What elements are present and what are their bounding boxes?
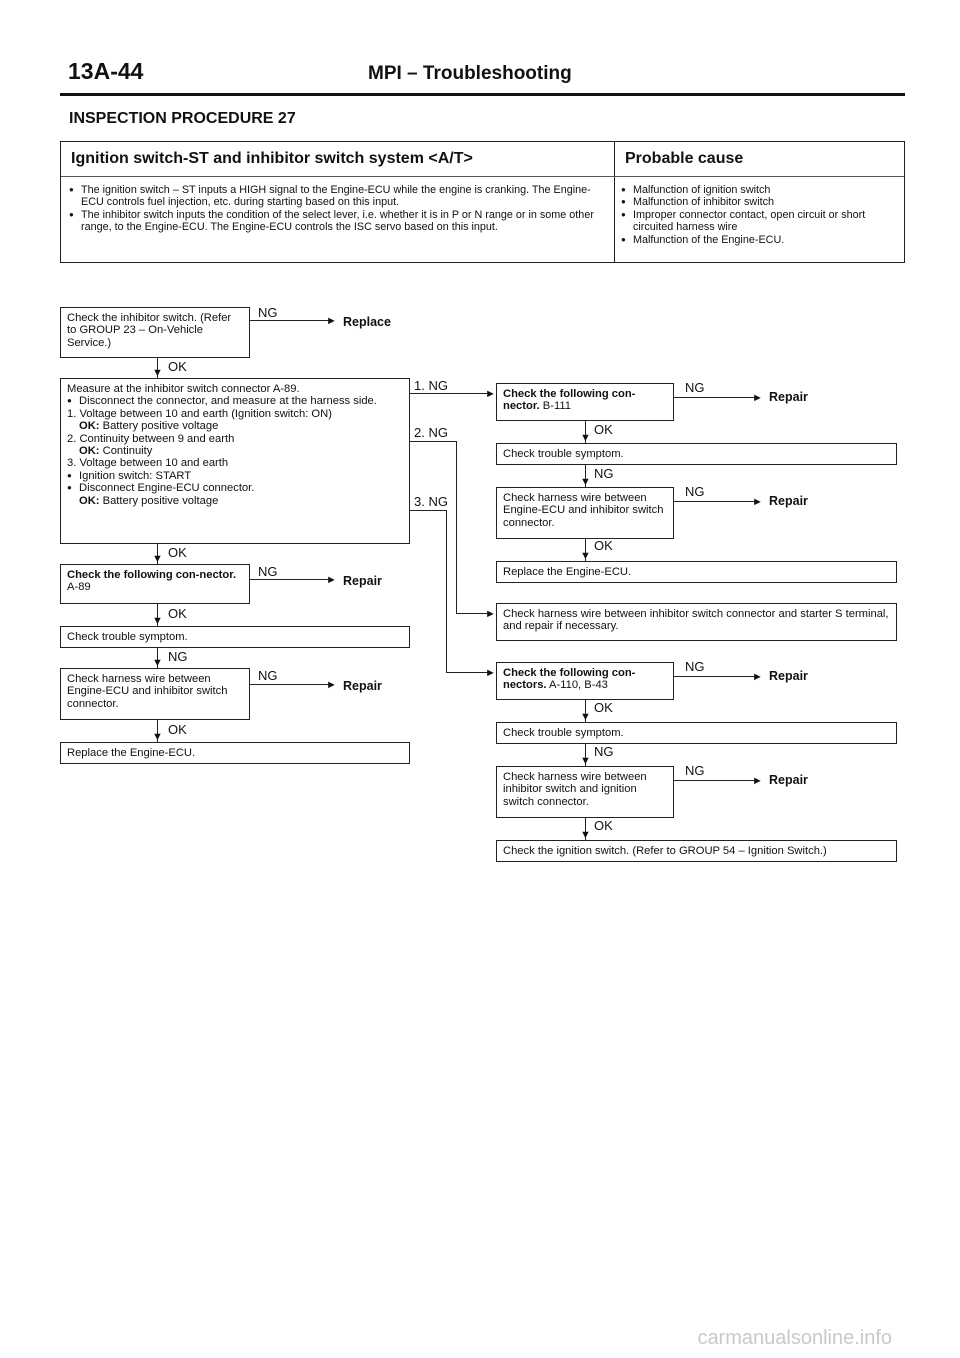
arrow-right-icon: ►	[752, 671, 763, 683]
ok-label: OK	[594, 538, 613, 553]
ok-label: OK	[594, 818, 613, 833]
branch-underline	[410, 441, 456, 442]
arrow-down-icon: ▼	[152, 553, 163, 565]
step-text: 2. Continuity between 9 and earth	[67, 432, 235, 445]
connector-line	[446, 510, 447, 673]
arrow-right-icon: ►	[485, 388, 496, 400]
arrow-down-icon: ▼	[580, 432, 591, 444]
flow-box-replace-engine-ecu	[60, 742, 410, 764]
flow-box-check-harness-ecu-inhibitor	[60, 668, 250, 720]
flow-box-text: Replace the Engine-ECU.	[503, 566, 632, 578]
ng-label: NG	[168, 649, 188, 664]
branch-underline	[410, 510, 446, 511]
connector-ref: A-110, B-43	[549, 679, 608, 692]
list-item: ● Disconnect the connector, and measure at the harness side.	[67, 395, 403, 407]
procedure-title: INSPECTION PROCEDURE 27	[69, 110, 296, 127]
flow-box-check-connectors-a110-b43	[496, 662, 674, 700]
list-item: ● Malfunction of ignition switch	[621, 184, 899, 196]
connector-line	[456, 441, 457, 614]
ok-label: OK	[168, 545, 187, 560]
arrow-right-icon: ►	[752, 775, 763, 787]
ng-label: NG	[685, 659, 705, 674]
connector-line	[250, 320, 330, 321]
arrow-right-icon: ►	[485, 608, 496, 620]
branch-label-3: 3. NG	[414, 494, 448, 509]
action-replace: Replace	[343, 315, 391, 329]
branch-label-2: 2. NG	[414, 425, 448, 440]
action-repair: Repair	[343, 574, 382, 588]
header-table	[60, 141, 905, 263]
flow-box-replace-engine-ecu	[496, 561, 897, 583]
arrow-down-icon: ▼	[152, 731, 163, 743]
branch-underline	[410, 393, 488, 394]
step-text: 3. Voltage between 10 and earth	[67, 457, 229, 470]
step-criteria: OK: Battery positive voltage	[79, 494, 219, 507]
arrow-down-icon: ▼	[152, 657, 163, 669]
page-title: MPI – Troubleshooting	[368, 63, 572, 84]
flow-box-text: Check the following con-nector.	[503, 388, 636, 413]
arrow-right-icon: ►	[752, 392, 763, 404]
ok-label: OK	[168, 606, 187, 621]
flow-box-text: Check harness wire between inhibitor switch and ignition switch connector.	[503, 771, 647, 808]
action-repair: Repair	[769, 390, 808, 404]
arrow-right-icon: ►	[326, 679, 337, 691]
connector-line	[674, 780, 756, 781]
action-repair: Repair	[769, 669, 808, 683]
step-bullet-list	[67, 470, 403, 495]
arrow-down-icon: ▼	[580, 829, 591, 841]
action-repair: Repair	[343, 679, 382, 693]
arrow-down-icon: ▼	[580, 711, 591, 723]
step-bullet-list	[67, 395, 403, 407]
ng-label: NG	[685, 763, 705, 778]
step-text: 1. Voltage between 10 and earth (Ignition switch: ON)	[67, 407, 332, 420]
list-item: ● The ignition switch – ST inputs a HIGH signal to the Engine-ECU while the engine is cranking. The Engine-ECU controls fuel injection, etc. during starting based on this input.	[69, 184, 609, 209]
arrow-right-icon: ►	[326, 315, 337, 327]
flow-box-text: Check harness wire between inhibitor switch connector and starter S terminal, and repair if necessary.	[503, 608, 889, 633]
flow-box-check-trouble-symptom	[496, 722, 897, 744]
step-criteria: OK: Continuity	[79, 445, 153, 458]
ng-label: NG	[258, 668, 278, 683]
connector-line	[674, 397, 756, 398]
connector-ref: A-89	[67, 581, 91, 594]
flow-box-text: Check trouble symptom.	[67, 631, 188, 643]
list-item: ● Improper connector contact, open circuit or short circuited harness wire	[621, 209, 899, 234]
ok-label: OK	[168, 722, 187, 737]
flow-box-text: Check trouble symptom.	[503, 448, 624, 460]
arrow-down-icon: ▼	[152, 615, 163, 627]
flow-box-text: Check trouble symptom.	[503, 727, 624, 739]
list-item: ● Ignition switch: START	[67, 470, 403, 482]
ok-label: OK	[594, 422, 613, 437]
flow-box-text: Check the ignition switch. (Refer to GROUP 54 – Ignition Switch.)	[503, 845, 827, 857]
arrow-down-icon: ▼	[580, 755, 591, 767]
arrow-right-icon: ►	[752, 496, 763, 508]
probable-cause-title: Probable cause	[625, 150, 744, 167]
ng-label: NG	[594, 466, 614, 481]
flow-box-text: Check the inhibitor switch. (Refer to GROUP 23 – On-Vehicle Service.)	[67, 312, 232, 349]
ng-label: NG	[685, 380, 705, 395]
connector-ref: B-111	[542, 400, 571, 413]
step-criteria: OK: Battery positive voltage	[79, 420, 219, 433]
flow-box-text: Replace the Engine-ECU.	[67, 747, 196, 759]
system-description	[69, 184, 609, 234]
list-item: ● The inhibitor switch inputs the condition of the select lever, i.e. whether it is in P or N range or in some other range, to the Engine-ECU. The Engine-ECU controls the ISC servo based on this input.	[69, 209, 609, 234]
ng-label: NG	[258, 564, 278, 579]
flow-box-check-connector-b111	[496, 383, 674, 421]
arrow-right-icon: ►	[326, 574, 337, 586]
branch-label-1: 1. NG	[414, 378, 448, 393]
table-divider-horizontal	[61, 176, 904, 177]
flow-box-check-trouble-symptom	[60, 626, 410, 648]
step-text: Measure at the inhibitor switch connector A-89.	[67, 383, 300, 395]
page-number: 13A-44	[68, 58, 144, 84]
probable-cause-list	[621, 184, 899, 246]
ok-label: OK	[594, 700, 613, 715]
arrow-down-icon: ▼	[152, 367, 163, 379]
watermark: carmanualsonline.info	[697, 1327, 892, 1349]
flow-box-check-harness-starter	[496, 603, 897, 641]
arrow-down-icon: ▼	[580, 550, 591, 562]
flow-box-check-harness-inhibitor-ignition	[496, 766, 674, 818]
list-item: ● Malfunction of inhibitor switch	[621, 196, 899, 208]
connector-line	[250, 684, 330, 685]
flow-box-check-connector-a89	[60, 564, 250, 604]
ng-label: NG	[258, 305, 278, 320]
ng-label: NG	[685, 484, 705, 499]
connector-line	[674, 501, 756, 502]
flow-box-check-ignition-switch	[496, 840, 897, 862]
flow-box-check-trouble-symptom	[496, 443, 897, 465]
ng-label: NG	[594, 744, 614, 759]
flow-box-measure-connector	[60, 378, 410, 544]
flow-box-check-harness-ecu-inhibitor	[496, 487, 674, 539]
system-title: Ignition switch-ST and inhibitor switch system <A/T>	[71, 150, 473, 167]
arrow-right-icon: ►	[485, 667, 496, 679]
table-divider-vertical	[614, 142, 615, 262]
action-repair: Repair	[769, 494, 808, 508]
flow-box-check-inhibitor-switch	[60, 307, 250, 358]
ok-label: OK	[168, 359, 187, 374]
flow-box-text: Check harness wire between Engine-ECU and inhibitor switch connector.	[67, 673, 228, 710]
connector-line	[250, 579, 330, 580]
header-rule	[60, 93, 905, 96]
action-repair: Repair	[769, 773, 808, 787]
list-item: ● Disconnect Engine-ECU connector.	[67, 482, 403, 494]
flow-box-text: Check the following con-nectors.	[503, 667, 636, 692]
flow-box-text: Check harness wire between Engine-ECU and inhibitor switch connector.	[503, 492, 664, 529]
arrow-down-icon: ▼	[580, 476, 591, 488]
list-item: ● Malfunction of the Engine-ECU.	[621, 234, 899, 246]
connector-line	[674, 676, 756, 677]
flow-box-text: Check the following con-nector.	[67, 569, 237, 581]
